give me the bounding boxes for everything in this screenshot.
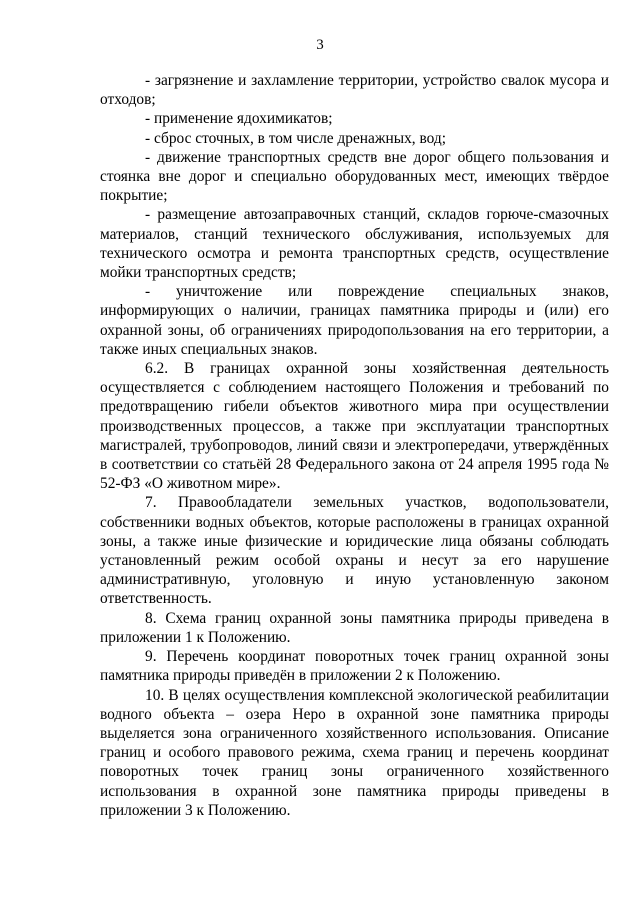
page-number: 3 <box>316 37 324 53</box>
paragraph-prohibition-pollution: - загрязнение и захламление территории, устройство свалок мусора и отходов; <box>100 72 609 109</box>
paragraph-9: 9. Перечень координат поворотных точек границ охранной зоны памятника природы приведён в приложении 2 к Положению. <box>100 648 609 685</box>
paragraph-prohibition-vehicles: - движение транспортных средств вне дорог общего пользования и стоянка вне дорог и специально оборудованных мест, имеющих твёрдое покрытие; <box>100 148 609 205</box>
paragraph-prohibition-signs: - уничтожение или повреждение специальных знаков, информирующих о наличии, границах памятника природы и (или) его охранной зоны, об ограничениях природопользования на его территории, а также иных специальных знаков. <box>100 283 609 358</box>
paragraph-7: 7. Правообладатели земельных участков, водопользователи, собственники водных объектов, которые расположены в границах охранной зоны, а также иные физические и юридические лица обязаны соблюдать установленный режим особой охраны и несут за его нарушение административную, уголовную и иную установленную законом ответственность. <box>100 494 609 608</box>
paragraph-prohibition-fuel-stations: - размещение автозаправочных станций, складов горюче-смазочных материалов, станций технического обслуживания, используемых для технического осмотра и ремонта транспортных средств, осуществление мойки транспортных средств; <box>100 206 609 282</box>
document-body <box>100 71 609 820</box>
paragraph-prohibition-wastewater: - сброс сточных, в том числе дренажных, вод; <box>145 129 446 147</box>
paragraph-8: 8. Схема границ охранной зоны памятника природы приведена в приложении 1 к Положению. <box>100 609 609 646</box>
paragraph-prohibition-pesticides: - применение ядохимикатов; <box>145 110 333 128</box>
paragraph-6-2: 6.2. В границах охранной зоны хозяйственная деятельность осуществляется с соблюдением настоящего Положения и требований по предотвращению гибели объектов животного мира при осуществлении производственных процессов, а также при эксплуатации транспортных магистралей, трубопроводов, линий связи и электропередачи, утверждённых в соответствии со статьёй 28 Федерального закона от 24 апреля 1995 года № 52-ФЗ «О животном мире». <box>100 360 609 493</box>
paragraph-10: 10. В целях осуществления комплексной экологической реабилитации водного объекта – озера Неро в охранной зоне памятника природы выделяется зона ограниченного хозяйственного использования. Описание границ и особого правового режима, схема границ и перечень координат поворотных точек границ зоны ограниченного хозяйственного использования в охранной зоне памятника природы приведены в приложении 3 к Положению. <box>100 686 609 819</box>
